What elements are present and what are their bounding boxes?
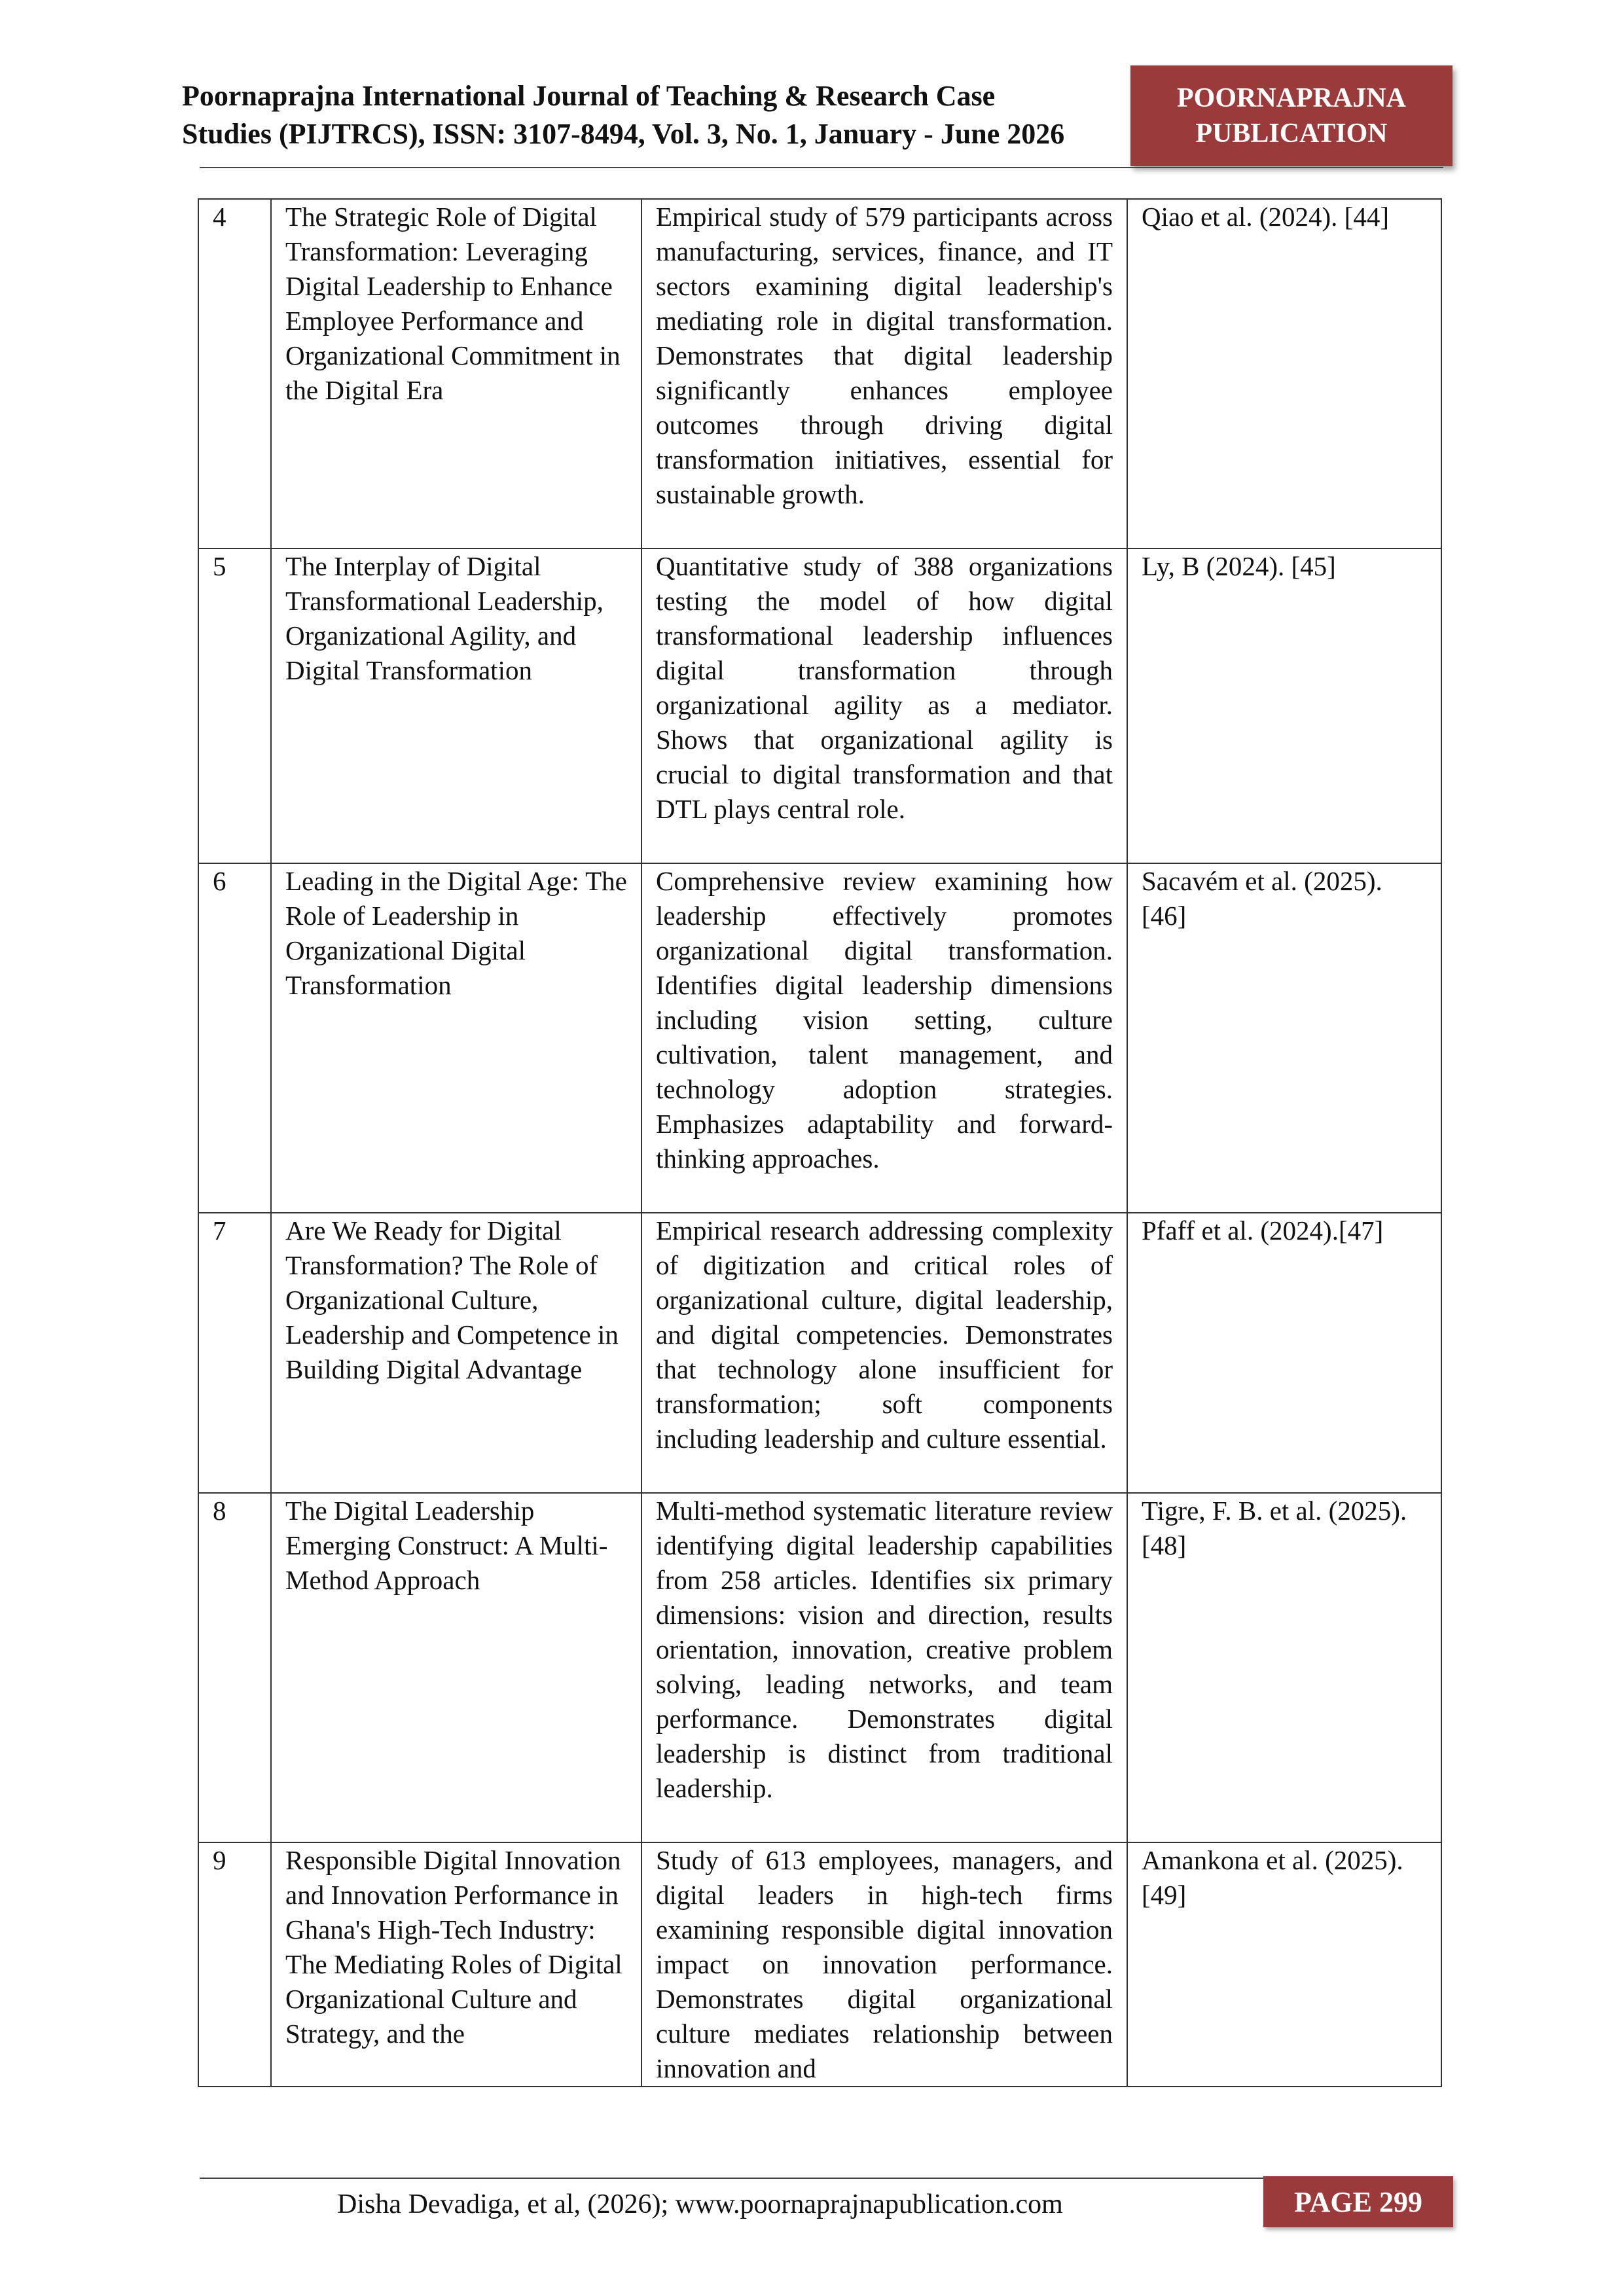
paper-description: Comprehensive review examining how leadership effectively promotes organizational digital transformation. Identifies digital leadership dimensions including vision setting, culture cultivation, talent management, and technology adoption strategies. Emphasizes adaptability and forward-thinking approaches. — [641, 863, 1127, 1213]
literature-table — [198, 198, 1442, 2087]
paper-description: Empirical research addressing complexity of digitization and critical roles of organizational culture, digital leadership, and digital competencies. Demonstrates that technology alone insufficient for transformation; soft components including leadership and culture essential. — [641, 1213, 1127, 1493]
journal-header — [182, 77, 1131, 153]
paper-reference: Pfaff et al. (2024).[47] — [1127, 1213, 1441, 1493]
paper-title: Responsible Digital Innovation and Innovation Performance in Ghana's High-Tech Industry: The Mediating Roles of Digital Organizational Culture and Strategy, and the — [271, 1842, 641, 2087]
paper-reference: Tigre, F. B. et al. (2025). [48] — [1127, 1493, 1441, 1842]
row-number: 9 — [198, 1842, 271, 2087]
table-row — [198, 1842, 1441, 2087]
row-number: 6 — [198, 863, 271, 1213]
paper-title: The Digital Leadership Emerging Construct: A Multi-Method Approach — [271, 1493, 641, 1842]
table-row — [198, 1493, 1441, 1842]
paper-description: Empirical study of 579 participants across manufacturing, services, finance, and IT sectors examining digital leadership's mediating role in digital transformation. Demonstrates that digital leadership significantly enhances employee outcomes through driving digital transformation initiatives, essential for sustainable growth. — [641, 199, 1127, 548]
paper-reference: Amankona et al. (2025). [49] — [1127, 1842, 1441, 2087]
table-row — [198, 199, 1441, 548]
row-number: 7 — [198, 1213, 271, 1493]
table-row — [198, 863, 1441, 1213]
paper-reference: Qiao et al. (2024). [44] — [1127, 199, 1441, 548]
paper-reference: Sacavém et al. (2025). [46] — [1127, 863, 1441, 1213]
publisher-name-line2: PUBLICATION — [1195, 118, 1388, 149]
publisher-badge — [1130, 65, 1453, 166]
paper-description: Study of 613 employees, managers, and digital leaders in high-tech firms examining responsible digital innovation impact on innovation performance. Demonstrates digital organizational culture mediates relationship between innovation and — [641, 1842, 1127, 2087]
footer-divider — [200, 2178, 1443, 2179]
publisher-name-line1: POORNAPRAJNA — [1177, 83, 1406, 113]
row-number: 8 — [198, 1493, 271, 1842]
header-divider — [200, 167, 1443, 168]
table-row — [198, 1213, 1441, 1493]
paper-title: The Interplay of Digital Transformational Leadership, Organizational Agility, and Digital Transformation — [271, 548, 641, 863]
footer-citation: Disha Devadiga, et al, (2026); www.poornaprajnapublication.com — [337, 2189, 1063, 2219]
journal-title-line1: Poornaprajna International Journal of Teaching & Research Case — [182, 80, 996, 112]
table-row — [198, 548, 1441, 863]
page-number-badge — [1263, 2176, 1453, 2227]
paper-title: The Strategic Role of Digital Transformation: Leveraging Digital Leadership to Enhance Employee Performance and Organizational Commitment in the Digital Era — [271, 199, 641, 548]
row-number: 4 — [198, 199, 271, 548]
journal-title-line2: Studies (PIJTRCS), ISSN: 3107-8494, Vol. 3, No. 1, January - June 2026 — [182, 118, 1065, 150]
paper-title: Leading in the Digital Age: The Role of Leadership in Organizational Digital Transformation — [271, 863, 641, 1213]
paper-description: Quantitative study of 388 organizations testing the model of how digital transformational leadership influences digital transformation through organizational agility as a mediator. Shows that organizational agility is crucial to digital transformation and that DTL plays central role. — [641, 548, 1127, 863]
page-number: PAGE 299 — [1294, 2185, 1422, 2218]
paper-description: Multi-method systematic literature review identifying digital leadership capabilities from 258 articles. Identifies six primary dimensions: vision and direction, results orientation, innovation, creative problem solving, leading networks, and team performance. Demonstrates digital leadership is distinct from traditional leadership. — [641, 1493, 1127, 1842]
paper-reference: Ly, B (2024). [45] — [1127, 548, 1441, 863]
paper-title: Are We Ready for Digital Transformation? The Role of Organizational Culture, Leadership and Competence in Building Digital Advantage — [271, 1213, 641, 1493]
row-number: 5 — [198, 548, 271, 863]
